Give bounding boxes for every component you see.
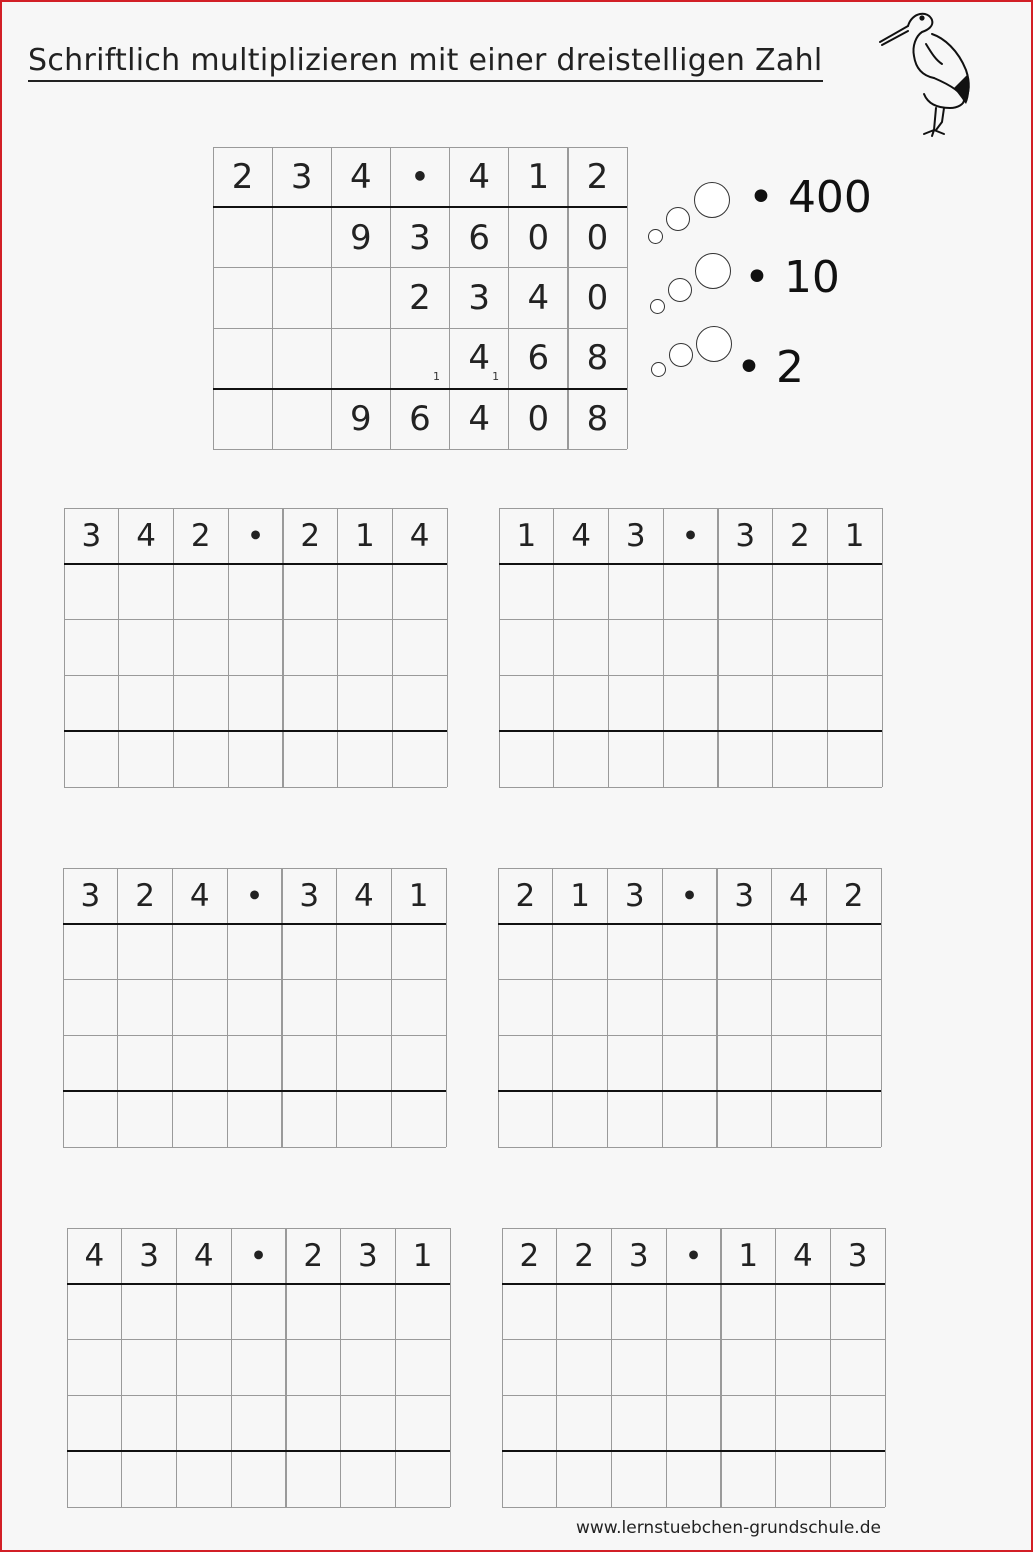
result-cell[interactable] xyxy=(826,1091,881,1147)
partial-product-cell[interactable] xyxy=(611,1395,666,1451)
factor-digit-cell: 3 xyxy=(299,877,320,914)
partial-product-cell[interactable] xyxy=(176,1284,231,1340)
partial-product-cell[interactable] xyxy=(662,1035,717,1091)
factor-digit-cell: 4 xyxy=(571,517,591,554)
factor-digit-cell: • xyxy=(246,881,263,911)
partial-product-cell[interactable] xyxy=(337,980,392,1036)
partial-product-cell[interactable] xyxy=(64,620,119,676)
factor-label: • 400 xyxy=(748,172,872,223)
partial-product-cell[interactable] xyxy=(227,980,282,1036)
factor-digit-cell: 2 xyxy=(190,517,211,554)
partial-product-cell[interactable] xyxy=(119,620,174,676)
partial-product-cell[interactable] xyxy=(341,1395,396,1451)
factor-label: • 10 xyxy=(744,252,840,303)
partial-product-cell[interactable] xyxy=(502,1340,557,1396)
partial-product-cell: 8 xyxy=(586,338,609,379)
factor-digit-cell: 2 xyxy=(135,877,155,914)
partial-product-cell[interactable] xyxy=(227,924,282,980)
partial-product-cell[interactable] xyxy=(772,924,827,980)
partial-product-cell[interactable] xyxy=(502,1284,557,1340)
partial-product-cell[interactable] xyxy=(611,1284,666,1340)
result-cell[interactable] xyxy=(830,1451,885,1507)
partial-product-cell xyxy=(272,268,331,328)
result-cell: 0 xyxy=(527,398,550,439)
partial-product-cell[interactable] xyxy=(718,564,773,620)
factor-digit-cell: 3 xyxy=(628,1237,649,1274)
partial-product-cell xyxy=(213,328,272,388)
partial-product-cell[interactable] xyxy=(228,675,283,731)
partial-product-cell: 6 xyxy=(468,217,490,258)
partial-product-cell xyxy=(390,328,449,388)
partial-product-cell[interactable] xyxy=(827,675,882,731)
partial-product-cell[interactable] xyxy=(118,924,173,980)
factor-digit-cell: 4 xyxy=(793,1237,813,1274)
exercise-grid-2 xyxy=(499,508,882,787)
result-cell[interactable] xyxy=(557,1451,612,1507)
factor-digit-cell: • xyxy=(682,521,699,551)
partial-product-cell[interactable] xyxy=(666,1284,721,1340)
partial-product-cell[interactable] xyxy=(286,1395,341,1451)
partial-product-cell: 4 xyxy=(468,338,490,379)
partial-product-cell[interactable] xyxy=(499,564,554,620)
factor-digit-cell: 1 xyxy=(412,1237,433,1274)
factor-digit-cell: 1 xyxy=(844,517,865,554)
partial-product-cell[interactable] xyxy=(611,1340,666,1396)
partial-product-cell[interactable] xyxy=(392,675,447,731)
partial-product-cell: 3 xyxy=(468,277,490,318)
factor-digit-cell: 3 xyxy=(735,517,756,554)
factor-digit-cell: 1 xyxy=(570,877,590,914)
partial-product-cell[interactable] xyxy=(283,564,338,620)
factor-digit-cell: 3 xyxy=(290,157,313,198)
partial-product-cell[interactable] xyxy=(717,980,772,1036)
partial-product-cell[interactable] xyxy=(717,1035,772,1091)
partial-product-cell[interactable] xyxy=(608,675,663,731)
result-cell: 9 xyxy=(350,398,372,439)
result-cell xyxy=(272,389,331,449)
thought-bubble-icon xyxy=(668,278,692,302)
result-cell[interactable] xyxy=(718,731,773,787)
partial-product-cell: 3 xyxy=(409,217,431,258)
partial-product-cell[interactable] xyxy=(826,980,881,1036)
result-cell[interactable] xyxy=(231,1451,286,1507)
partial-product-cell[interactable] xyxy=(282,980,337,1036)
partial-product-cell[interactable] xyxy=(607,980,662,1036)
partial-product-cell[interactable] xyxy=(172,1035,227,1091)
factor-digit-cell: 2 xyxy=(586,157,609,198)
result-cell[interactable] xyxy=(173,731,228,787)
factor-digit-cell: 1 xyxy=(738,1237,759,1274)
exercise-grid-3 xyxy=(63,868,446,1147)
partial-product-cell[interactable] xyxy=(718,675,773,731)
result-cell[interactable] xyxy=(338,731,393,787)
factor-digit-cell: 2 xyxy=(303,1237,324,1274)
result-cell[interactable] xyxy=(502,1451,557,1507)
partial-product-cell[interactable] xyxy=(391,924,446,980)
partial-product-cell[interactable] xyxy=(776,1284,831,1340)
result-cell[interactable] xyxy=(395,1451,450,1507)
partial-product-cell[interactable] xyxy=(773,620,828,676)
factor-digit-cell: • xyxy=(681,881,698,911)
factor-digit-cell: 4 xyxy=(84,1237,105,1274)
result-cell: 6 xyxy=(409,398,431,439)
factor-digit-cell: 3 xyxy=(81,517,102,554)
partial-product-cell: 0 xyxy=(527,217,550,258)
example-multiplication-grid xyxy=(213,147,627,449)
result-cell[interactable] xyxy=(773,731,828,787)
partial-product-cell[interactable] xyxy=(721,1284,776,1340)
result-cell[interactable] xyxy=(119,731,174,787)
partial-product-cell[interactable] xyxy=(282,924,337,980)
factor-digit-cell: 4 xyxy=(189,877,210,914)
partial-product-cell: 2 xyxy=(409,277,431,318)
factor-digit-cell: 4 xyxy=(468,157,490,198)
partial-product-cell[interactable] xyxy=(64,675,119,731)
partial-product-cell[interactable] xyxy=(773,564,828,620)
partial-product-cell[interactable] xyxy=(63,924,118,980)
partial-product-cell[interactable] xyxy=(392,564,447,620)
partial-product-cell[interactable] xyxy=(607,1035,662,1091)
partial-product-cell[interactable] xyxy=(395,1340,450,1396)
factor-digit-cell: 3 xyxy=(734,877,755,914)
partial-product-cell[interactable] xyxy=(231,1284,286,1340)
factor-digit-cell: 1 xyxy=(527,157,550,198)
result-cell[interactable] xyxy=(283,731,338,787)
partial-product-cell[interactable] xyxy=(338,620,393,676)
factor-digit-cell: 1 xyxy=(408,877,429,914)
partial-product-cell[interactable] xyxy=(122,1395,177,1451)
partial-product-cell[interactable] xyxy=(122,1284,177,1340)
exercise-grid-6 xyxy=(502,1228,885,1507)
partial-product-cell[interactable] xyxy=(608,564,663,620)
exercise-grid-5 xyxy=(67,1228,450,1507)
result-cell[interactable] xyxy=(286,1451,341,1507)
factor-digit-cell: 2 xyxy=(790,517,810,554)
result-cell[interactable] xyxy=(228,731,283,787)
page-title: Schriftlich multiplizieren mit einer dreistelligen Zahl xyxy=(28,42,823,82)
partial-product-cell[interactable] xyxy=(118,980,173,1036)
partial-product-cell[interactable] xyxy=(227,1035,282,1091)
result-cell[interactable] xyxy=(663,731,718,787)
partial-product-cell[interactable] xyxy=(826,1035,881,1091)
thought-bubble-icon xyxy=(669,343,693,367)
result-cell[interactable] xyxy=(607,1091,662,1147)
factor-digit-cell: 3 xyxy=(80,877,101,914)
partial-product-cell[interactable] xyxy=(173,564,228,620)
factor-digit-cell: 2 xyxy=(519,1237,540,1274)
result-cell[interactable] xyxy=(67,1451,122,1507)
partial-product-cell[interactable] xyxy=(231,1395,286,1451)
result-cell[interactable] xyxy=(721,1451,776,1507)
partial-product-cell[interactable] xyxy=(173,620,228,676)
partial-product-cell[interactable] xyxy=(498,924,553,980)
result-cell[interactable] xyxy=(64,731,119,787)
result-cell[interactable] xyxy=(122,1451,177,1507)
factor-digit-cell: 4 xyxy=(350,157,372,198)
partial-product-cell xyxy=(331,328,390,388)
partial-product-cell[interactable] xyxy=(830,1340,885,1396)
partial-product-cell[interactable] xyxy=(721,1340,776,1396)
partial-product-cell[interactable] xyxy=(776,1395,831,1451)
partial-product-cell[interactable] xyxy=(499,675,554,731)
partial-product-cell[interactable] xyxy=(283,620,338,676)
partial-product-cell[interactable] xyxy=(666,1395,721,1451)
partial-product-cell[interactable] xyxy=(172,924,227,980)
result-cell[interactable] xyxy=(666,1451,721,1507)
factor-digit-cell: 2 xyxy=(574,1237,594,1274)
partial-product-cell[interactable] xyxy=(663,620,718,676)
partial-product-cell[interactable] xyxy=(172,980,227,1036)
result-cell[interactable] xyxy=(499,731,554,787)
partial-product-cell xyxy=(213,207,272,267)
partial-product-cell[interactable] xyxy=(772,1035,827,1091)
factor-digit-cell: 4 xyxy=(136,517,156,554)
factor-digit-cell: 2 xyxy=(300,517,321,554)
partial-product-cell[interactable] xyxy=(776,1340,831,1396)
result-cell[interactable] xyxy=(282,1091,337,1147)
partial-product-cell xyxy=(272,207,331,267)
partial-product-cell[interactable] xyxy=(662,980,717,1036)
thought-bubble-icon xyxy=(666,207,690,231)
partial-product-cell[interactable] xyxy=(118,1035,173,1091)
partial-product-cell xyxy=(331,268,390,328)
factor-digit-cell: 3 xyxy=(358,1237,378,1274)
factor-digit-cell: 3 xyxy=(139,1237,159,1274)
factor-digit-cell: 1 xyxy=(516,517,537,554)
footer-url: www.lernstuebchen-grundschule.de xyxy=(576,1518,881,1538)
factor-digit-cell: 4 xyxy=(193,1237,214,1274)
result-cell[interactable] xyxy=(176,1451,231,1507)
partial-product-cell[interactable] xyxy=(662,924,717,980)
partial-product-cell[interactable] xyxy=(717,924,772,980)
partial-product-cell[interactable] xyxy=(718,620,773,676)
factor-digit-cell: 4 xyxy=(354,877,374,914)
factor-digit-cell: 3 xyxy=(625,517,646,554)
result-cell: 8 xyxy=(586,398,609,439)
partial-product-cell[interactable] xyxy=(282,1035,337,1091)
result-cell: 4 xyxy=(468,398,490,439)
partial-product-cell[interactable] xyxy=(337,924,392,980)
partial-product-cell[interactable] xyxy=(228,564,283,620)
partial-product-cell[interactable] xyxy=(338,675,393,731)
partial-product-cell[interactable] xyxy=(63,1035,118,1091)
factor-digit-cell: • xyxy=(247,521,264,551)
factor-digit-cell: 3 xyxy=(624,877,645,914)
partial-product-cell[interactable] xyxy=(231,1340,286,1396)
partial-product-cell[interactable] xyxy=(395,1284,450,1340)
partial-product-cell[interactable] xyxy=(63,980,118,1036)
partial-product-cell[interactable] xyxy=(67,1284,122,1340)
factor-label: • 2 xyxy=(736,342,804,393)
partial-product-cell[interactable] xyxy=(286,1284,341,1340)
result-cell[interactable] xyxy=(717,1091,772,1147)
partial-product-cell[interactable] xyxy=(663,564,718,620)
partial-product-cell[interactable] xyxy=(341,1284,396,1340)
exercise-grid-4 xyxy=(498,868,881,1147)
partial-product-cell[interactable] xyxy=(67,1395,122,1451)
thought-bubble-icon xyxy=(696,326,732,362)
partial-product-cell[interactable] xyxy=(64,564,119,620)
partial-product-cell[interactable] xyxy=(554,675,609,731)
thought-bubble-icon xyxy=(648,229,663,244)
result-cell[interactable] xyxy=(391,1091,446,1147)
partial-product-cell[interactable] xyxy=(283,675,338,731)
result-cell[interactable] xyxy=(611,1451,666,1507)
partial-product-cell[interactable] xyxy=(607,924,662,980)
partial-product-cell[interactable] xyxy=(67,1340,122,1396)
partial-product-cell[interactable] xyxy=(721,1395,776,1451)
partial-product-cell[interactable] xyxy=(557,1284,612,1340)
result-cell[interactable] xyxy=(341,1451,396,1507)
partial-product-cell[interactable] xyxy=(337,1035,392,1091)
partial-product-cell[interactable] xyxy=(553,1035,608,1091)
result-cell[interactable] xyxy=(553,1091,608,1147)
partial-product-cell[interactable] xyxy=(498,1035,553,1091)
factor-digit-cell: • xyxy=(685,1241,702,1271)
partial-product-cell[interactable] xyxy=(499,620,554,676)
partial-product-cell: 6 xyxy=(527,338,550,379)
partial-product-cell[interactable] xyxy=(772,980,827,1036)
partial-product-cell[interactable] xyxy=(666,1340,721,1396)
factor-digit-cell: • xyxy=(250,1241,267,1271)
partial-product-cell[interactable] xyxy=(608,620,663,676)
partial-product-cell: 0 xyxy=(586,277,609,318)
carry-digit: 1 xyxy=(492,370,500,384)
partial-product-cell[interactable] xyxy=(391,1035,446,1091)
thought-bubble-icon xyxy=(695,253,731,289)
factor-digit-cell: 2 xyxy=(231,157,254,198)
result-cell xyxy=(213,389,272,449)
partial-product-cell: 9 xyxy=(350,217,372,258)
result-cell[interactable] xyxy=(554,731,609,787)
thought-bubble-icon xyxy=(650,299,665,314)
exercise-grid-1 xyxy=(64,508,447,787)
partial-product-cell[interactable] xyxy=(557,1340,612,1396)
result-cell[interactable] xyxy=(392,731,447,787)
result-cell[interactable] xyxy=(776,1451,831,1507)
partial-product-cell[interactable] xyxy=(663,675,718,731)
partial-product-cell: 0 xyxy=(586,217,609,258)
partial-product-cell[interactable] xyxy=(176,1340,231,1396)
factor-digit-cell: 2 xyxy=(843,877,864,914)
partial-product-cell[interactable] xyxy=(827,620,882,676)
result-cell[interactable] xyxy=(172,1091,227,1147)
partial-product-cell[interactable] xyxy=(826,924,881,980)
partial-product-cell[interactable] xyxy=(498,980,553,1036)
factor-digit-cell: 4 xyxy=(789,877,809,914)
partial-product-cell: 4 xyxy=(527,277,550,318)
partial-product-cell[interactable] xyxy=(122,1340,177,1396)
result-cell[interactable] xyxy=(772,1091,827,1147)
partial-product-cell[interactable] xyxy=(502,1395,557,1451)
partial-product-cell[interactable] xyxy=(391,980,446,1036)
partial-product-cell[interactable] xyxy=(557,1395,612,1451)
result-cell[interactable] xyxy=(498,1091,553,1147)
partial-product-cell[interactable] xyxy=(392,620,447,676)
partial-product-cell[interactable] xyxy=(553,980,608,1036)
partial-product-cell[interactable] xyxy=(173,675,228,731)
partial-product-cell[interactable] xyxy=(827,564,882,620)
result-cell[interactable] xyxy=(662,1091,717,1147)
partial-product-cell xyxy=(213,268,272,328)
result-cell[interactable] xyxy=(227,1091,282,1147)
thought-bubble-icon xyxy=(651,362,666,377)
factor-digit-cell: • xyxy=(411,161,429,193)
partial-product-cell[interactable] xyxy=(286,1340,341,1396)
factor-digit-cell: 3 xyxy=(847,1237,868,1274)
carry-digit: 1 xyxy=(433,370,440,384)
result-cell[interactable] xyxy=(608,731,663,787)
partial-product-cell[interactable] xyxy=(338,564,393,620)
partial-product-cell[interactable] xyxy=(773,675,828,731)
partial-product-cell[interactable] xyxy=(830,1284,885,1340)
partial-product-cell[interactable] xyxy=(119,675,174,731)
partial-product-cell[interactable] xyxy=(119,564,174,620)
thought-bubble-icon xyxy=(694,182,730,218)
partial-product-cell[interactable] xyxy=(341,1340,396,1396)
partial-product-cell[interactable] xyxy=(395,1395,450,1451)
factor-digit-cell: 4 xyxy=(409,517,430,554)
result-cell[interactable] xyxy=(63,1091,118,1147)
partial-product-cell[interactable] xyxy=(554,564,609,620)
partial-product-cell[interactable] xyxy=(176,1395,231,1451)
partial-product-cell xyxy=(272,328,331,388)
stork-illustration xyxy=(878,4,978,140)
partial-product-cell[interactable] xyxy=(553,924,608,980)
partial-product-cell[interactable] xyxy=(228,620,283,676)
result-cell[interactable] xyxy=(827,731,882,787)
partial-product-cell[interactable] xyxy=(830,1395,885,1451)
result-cell[interactable] xyxy=(118,1091,173,1147)
factor-digit-cell: 1 xyxy=(355,517,375,554)
factor-digit-cell: 2 xyxy=(515,877,536,914)
partial-product-cell[interactable] xyxy=(554,620,609,676)
result-cell[interactable] xyxy=(337,1091,392,1147)
